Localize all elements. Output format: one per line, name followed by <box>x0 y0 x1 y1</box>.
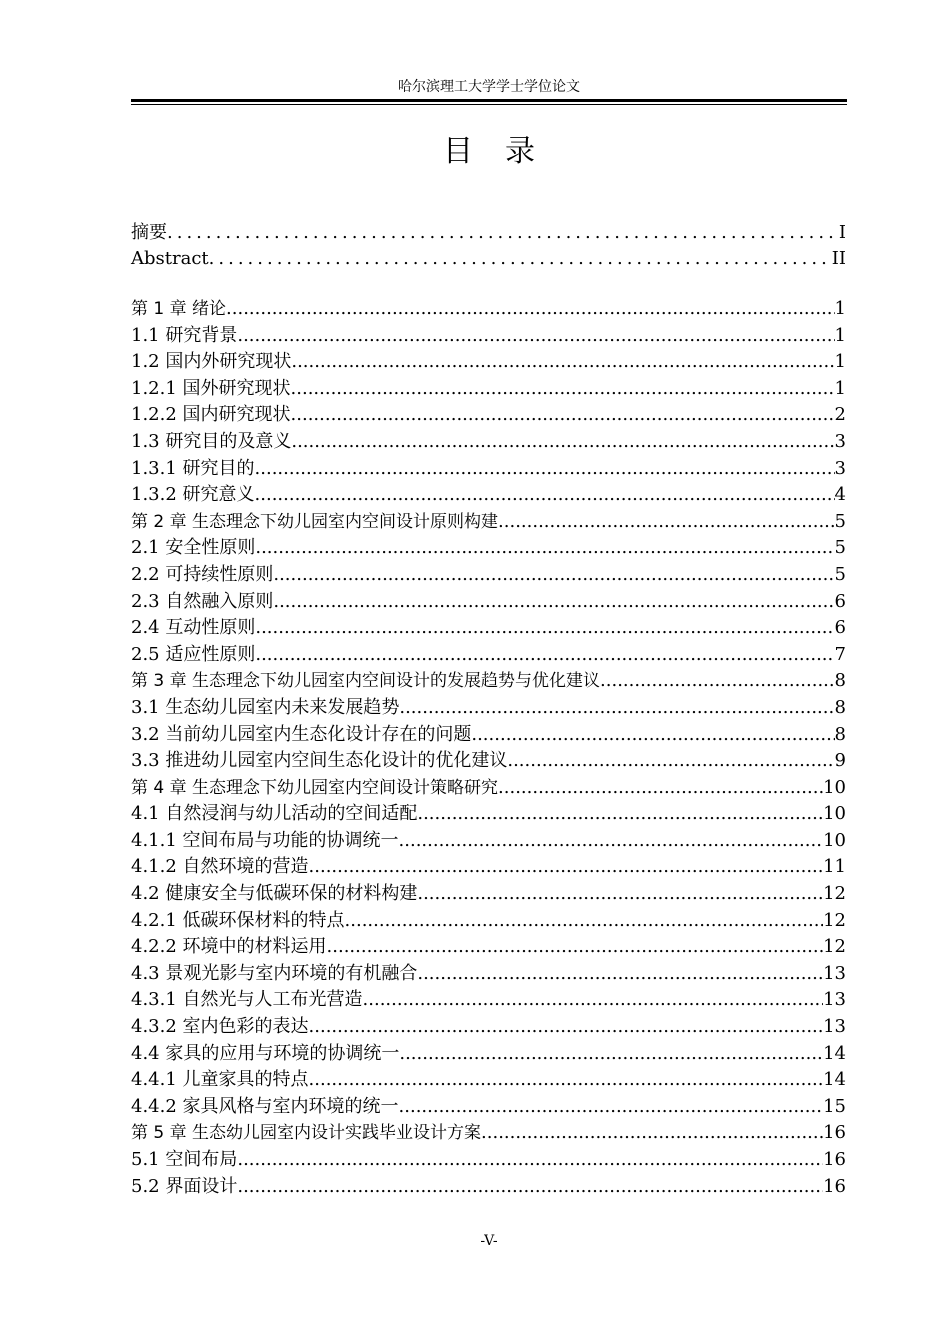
toc-entry[interactable] <box>131 589 846 616</box>
toc-front-matter <box>131 220 846 272</box>
toc-entry[interactable] <box>131 323 846 350</box>
toc-entry-label: 1.1 研究背景 <box>131 324 238 346</box>
dot-leader <box>255 615 834 641</box>
toc-entry[interactable] <box>131 908 846 935</box>
toc-entry-label: 2.1 安全性原则 <box>131 537 256 559</box>
toc-entry[interactable] <box>131 402 846 429</box>
toc-entry[interactable] <box>131 1014 846 1041</box>
toc-entry[interactable] <box>131 1094 846 1121</box>
toc-page-number: 5 <box>834 510 846 532</box>
dot-leader <box>255 456 835 482</box>
toc-entry-label: 3.2 当前幼儿园室内生态化设计存在的问题 <box>131 723 472 745</box>
toc-page-number: 5 <box>834 563 846 585</box>
dot-leader <box>327 934 824 960</box>
toc-entry[interactable] <box>131 482 846 509</box>
toc-entry[interactable] <box>131 934 846 961</box>
toc-chapter-entry[interactable] <box>131 1120 846 1147</box>
toc-entry-label: 第 1 章 绪论 <box>131 299 227 319</box>
toc-page-number: 13 <box>823 1016 846 1038</box>
dot-leader <box>417 881 823 907</box>
toc-entry[interactable] <box>131 828 846 855</box>
toc-page-number: 12 <box>823 936 846 958</box>
toc-entry-label: 1.2.2 国内研究现状 <box>131 404 291 426</box>
toc-page-number: 11 <box>823 856 846 878</box>
dot-leader <box>309 854 824 880</box>
dot-leader <box>399 1041 823 1067</box>
toc-entry-label: 第 4 章 生态理念下幼儿园室内空间设计策略研究 <box>131 777 499 798</box>
toc-chapter-entry[interactable] <box>131 296 846 323</box>
dot-leader <box>273 589 834 615</box>
dot-leader <box>309 1067 824 1093</box>
toc-entry-label: 2.3 自然融入原则 <box>131 590 274 612</box>
toc-page-number: I <box>838 222 846 243</box>
toc-entry-label: 4.3 景观光影与室内环境的有机融合 <box>131 962 418 984</box>
toc-page-number: 4 <box>834 484 846 506</box>
toc-entry[interactable] <box>131 429 846 456</box>
toc-entry-label: 4.1 自然浸润与幼儿活动的空间适配 <box>131 803 418 825</box>
toc-entry[interactable] <box>131 246 846 272</box>
toc-entry[interactable] <box>131 695 846 722</box>
toc-page-number: 13 <box>823 989 846 1011</box>
toc-entry[interactable] <box>131 615 846 642</box>
toc-entry-label: 第 2 章 生态理念下幼儿园室内空间设计原则构建 <box>131 511 499 532</box>
toc-page-number: 16 <box>823 1175 846 1197</box>
dot-leader <box>471 722 834 748</box>
toc-entry-label: 5.2 界面设计 <box>131 1175 238 1197</box>
toc-entry[interactable] <box>131 748 846 775</box>
toc-entry-label: 1.2 国内外研究现状 <box>131 351 292 373</box>
toc-entry[interactable] <box>131 961 846 988</box>
toc-entry-label: 1.3.2 研究意义 <box>131 484 255 506</box>
toc-entry[interactable] <box>131 1067 846 1094</box>
toc-entry[interactable] <box>131 854 846 881</box>
dot-leader <box>498 775 823 801</box>
toc-page-number: 14 <box>823 1042 846 1064</box>
toc-entry[interactable] <box>131 722 846 749</box>
toc-page-number: 1 <box>834 351 846 373</box>
toc-page-number: 1 <box>834 324 846 346</box>
toc-page-number: 12 <box>823 909 846 931</box>
toc-page-number: 16 <box>823 1149 846 1170</box>
dot-leader <box>417 801 823 827</box>
toc-chapter-entry[interactable] <box>131 775 846 802</box>
toc-entry-label: 4.3.1 自然光与人工布光营造 <box>131 989 363 1011</box>
toc-entry[interactable] <box>131 535 846 562</box>
toc-entry-label: 4.1.1 空间布局与功能的协调统一 <box>131 829 399 851</box>
dot-leader <box>399 828 824 854</box>
toc-entry-label: 4.2.1 低碳环保材料的特点 <box>131 909 345 931</box>
dot-leader <box>399 1094 824 1120</box>
dot-leader <box>255 482 835 508</box>
toc-entry-label: Abstract <box>131 248 209 269</box>
dot-leader <box>291 349 834 375</box>
toc-chapter-entry[interactable] <box>131 668 846 695</box>
toc-entry-label: 1.3 研究目的及意义 <box>131 430 292 452</box>
toc-title: 目录 <box>443 134 567 169</box>
toc-page-number: 8 <box>834 670 846 692</box>
toc-page-number: 7 <box>834 643 846 665</box>
dot-leader <box>237 1174 823 1200</box>
toc-page-number: 6 <box>834 590 846 612</box>
toc-page-number: 13 <box>823 962 846 984</box>
toc-page-number: 3 <box>834 430 846 452</box>
toc-page-number: 14 <box>823 1069 846 1091</box>
toc-entry-label: 4.4 家具的应用与环境的协调统一 <box>131 1042 400 1064</box>
toc-entry-label: 3.3 推进幼儿园室内空间生态化设计的优化建议 <box>131 750 508 772</box>
toc-page-number: 1 <box>834 377 846 399</box>
toc-page-number: 16 <box>823 1122 846 1144</box>
toc-entry-label: 4.2.2 环境中的材料运用 <box>131 936 327 958</box>
toc-entry[interactable] <box>131 456 846 483</box>
toc-entry-label: 摘要 <box>131 222 167 243</box>
toc-entry-label: 2.2 可持续性原则 <box>131 563 274 585</box>
toc-entry-label: 4.1.2 自然环境的营造 <box>131 856 309 878</box>
toc-entry[interactable] <box>131 562 846 589</box>
toc-entry[interactable] <box>131 642 846 669</box>
dot-leader <box>291 402 835 428</box>
header-rule-thick <box>131 99 847 102</box>
dot-leader <box>226 296 835 322</box>
toc-entry[interactable] <box>131 801 846 828</box>
dot-leader <box>600 668 835 694</box>
toc-page-number: 9 <box>834 750 846 772</box>
toc-entry-label: 4.4.2 家具风格与室内环境的统一 <box>131 1095 399 1117</box>
dot-leader <box>481 1120 823 1146</box>
dot-leader <box>363 987 824 1013</box>
toc-page-number: 10 <box>823 776 846 798</box>
toc-entry-label: 4.2 健康安全与低碳环保的材料构建 <box>131 883 418 905</box>
toc-entry[interactable] <box>131 987 846 1014</box>
toc-page-number: 1 <box>834 298 846 319</box>
toc-entry-label: 5.1 空间布局 <box>131 1149 238 1170</box>
toc-entry[interactable] <box>131 376 846 403</box>
dot-leader <box>209 246 832 272</box>
dot-leader <box>291 429 834 455</box>
toc-page-number: 15 <box>823 1095 846 1117</box>
toc-entry[interactable] <box>131 220 846 246</box>
running-header: 哈尔滨理工大学学士学位论文 <box>398 79 580 95</box>
page-number: -V- <box>480 1233 498 1249</box>
toc-page-number: 12 <box>823 883 846 905</box>
toc-entry-label: 4.4.1 儿童家具的特点 <box>131 1069 309 1091</box>
dot-leader <box>507 748 834 774</box>
toc-chapter-entry[interactable] <box>131 509 846 536</box>
toc-page-number: 6 <box>834 617 846 639</box>
dot-leader <box>255 642 834 668</box>
dot-leader <box>237 323 834 349</box>
toc-entry[interactable] <box>131 881 846 908</box>
dot-leader <box>417 961 823 987</box>
toc-entry-label: 第 5 章 生态幼儿园室内设计实践毕业设计方案 <box>131 1123 482 1144</box>
toc-page-number: II <box>831 248 846 269</box>
toc-entry-label: 1.2.1 国外研究现状 <box>131 377 291 399</box>
dot-leader <box>498 509 835 535</box>
dot-leader <box>237 1147 823 1173</box>
dot-leader <box>291 376 835 402</box>
toc-entry[interactable] <box>131 349 846 376</box>
toc-page-number: 5 <box>834 537 846 559</box>
toc-entry-label: 1.3.1 研究目的 <box>131 457 255 479</box>
toc-entry[interactable] <box>131 1147 846 1174</box>
toc-page-number: 8 <box>834 696 846 718</box>
dot-leader <box>345 908 824 934</box>
dot-leader <box>399 695 834 721</box>
toc-page-number: 3 <box>834 457 846 479</box>
toc-page-number: 8 <box>834 723 846 745</box>
dot-leader <box>255 535 834 561</box>
toc-entry[interactable] <box>131 1041 846 1068</box>
toc-entry[interactable] <box>131 1174 846 1201</box>
toc-entry-label: 2.5 适应性原则 <box>131 643 256 665</box>
toc-entries <box>131 296 846 1200</box>
toc-entry-label: 3.1 生态幼儿园室内未来发展趋势 <box>131 696 400 718</box>
dot-leader <box>167 220 839 246</box>
dot-leader <box>309 1014 824 1040</box>
toc-entry-label: 4.3.2 室内色彩的表达 <box>131 1016 309 1038</box>
toc-page-number: 2 <box>834 404 846 426</box>
toc-page-number: 10 <box>823 803 846 825</box>
toc-entry-label: 2.4 互动性原则 <box>131 617 256 639</box>
toc-entry-label: 第 3 章 生态理念下幼儿园室内空间设计的发展趋势与优化建议 <box>131 671 601 692</box>
dot-leader <box>273 562 834 588</box>
header-rule-thin <box>131 104 847 105</box>
toc-page-number: 10 <box>823 829 846 851</box>
